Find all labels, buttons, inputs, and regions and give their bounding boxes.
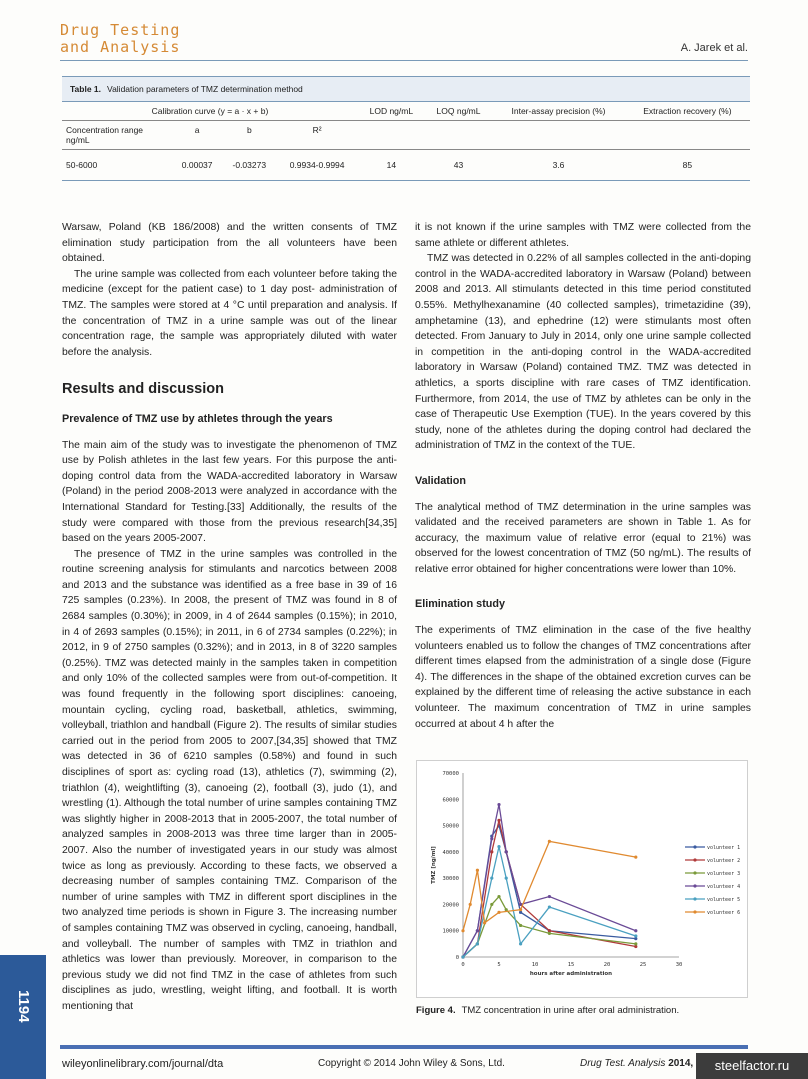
table-cell: 0.9934-0.9994 xyxy=(276,150,358,181)
data-point xyxy=(490,903,493,906)
y-tick-label: 30000 xyxy=(442,876,459,883)
data-point xyxy=(476,929,479,932)
x-tick-label: 10 xyxy=(531,962,539,968)
data-point xyxy=(519,924,522,927)
journal-title-line2: and Analysis xyxy=(60,38,181,56)
data-point xyxy=(519,908,522,911)
paragraph: TMZ was detected in 0.22% of all samples collected in the anti-doping control in the WADA-accredited laboratory in Warsaw (Poland) between 2008 and 2013. All stimulants detected in this time period constituted 0.55%. Methylhexanamine (40 collected samples), trimetazidine (39), amphetamine (13), and ephedrine (12) were stimulants most often detected. From January to July in 2014, only one urine sample collected in competition in the anti-doping control in the WADA-accredited laboratory in Warsaw (Poland) contained TMZ. TMZ was detected in athletics, a sports discipline with rare cases of TMZ identification. Furthermore, from 2014, the use of TMZ by athletes can be only in the case of Therapeutic Use Exemption (TUE). In the years covered by this study, none of the athletes during the doping control had declared the administration of TMZ in the context of the TUE. xyxy=(415,253,751,452)
legend-marker xyxy=(693,910,696,913)
table-grid xyxy=(62,102,750,181)
table-caption xyxy=(62,76,750,102)
table-col-header: Extraction recovery (%) xyxy=(625,102,750,121)
tmz-concentration-chart xyxy=(417,761,749,999)
watermark: steelfactor.ru xyxy=(696,1053,808,1079)
x-tick-label: 5 xyxy=(497,962,501,968)
figure-label: Figure 4. xyxy=(416,1005,456,1016)
data-point xyxy=(548,895,551,898)
header-rule xyxy=(60,60,748,61)
paragraph: The presence of TMZ in the urine samples was controlled in the routine screening analysis for stimulants and narcotics between 2008 and 2013 and the substance was identified as a free base in 39 of 16 725 samples (0.23%). In 2008, the present of TMZ was found in 8 of 2684 samples (0.30%); in 2009, in 4 of 2644 samples (0.15%); in 2010, in 4 of 2693 samples (0.15%); in 2011, in 6 of 2734 samples (0.22%); in 2012, in 9 of 2750 samples (0.32%); and in 2013, in 8 of 3220 samples (0.25%). TMZ was detected mainly in the samples taken in competition and only 10% of the collected samples were from out-of-competition. It was found frequently in the following sport disciplines: canoeing, mountain cycling, cycling road, basketball, athletics, swimming, volleyball, triathlon and handball (Figure 2). The results of similar studies carried out in the period from 2005 to 2007,[34,35] showed that TMZ was detected in 36 of 6210 samples (0.58%) and found in such disciplines of sport as: cycling road (13), athletics (7), swimming (2), triathlon (4), weightlifting (3), canoeing (2), football (3), judo (1), and wrestling (1). Although the total number of urine samples containing TMZ was slightly higher in 2008-2013 that in 2005-2007, the total number of analyzed samples in 2008-2013 was three time larger than in 2005-2007. Also the number of investigated years in our study was almost twice as long as previously. According to these facts, we observed a decreasing number of samples containing TMZ. Comparison of the number of urine samples with TMZ in different sport disciplines in the two analyzed time periods is shown in Figure 3. The increasing number of samples containing TMZ was observed in cycling, canoeing, handball, and volleyball. The number of samples with TMZ in triathlon and athletics was lower than previously. Moreover, in comparison to the previous study we did not find TMZ in the case of athletes from such disciplines as judo, wrestling, weight lifting, and football. It is worth mentioning that xyxy=(62,548,397,1012)
legend-marker xyxy=(693,871,696,874)
y-tick-label: 40000 xyxy=(442,849,459,856)
table-sub-header: a xyxy=(172,121,222,150)
table-cell: 50-6000 xyxy=(62,150,172,181)
x-tick-label: 25 xyxy=(639,962,647,968)
data-point xyxy=(497,845,500,848)
table-cell: 0.00037 xyxy=(172,150,222,181)
data-point xyxy=(476,869,479,872)
data-point xyxy=(490,877,493,880)
y-tick-label: 50000 xyxy=(442,823,459,830)
paragraph: it is not known if the urine samples with TMZ were collected from the same athlete or different athletes. xyxy=(415,222,751,249)
data-point xyxy=(634,934,637,937)
table-label: Table 1. xyxy=(70,84,102,94)
subsection-heading-prevalence: Prevalence of TMZ use by athletes through the years xyxy=(62,412,333,425)
data-point xyxy=(476,942,479,945)
legend-label: volunteer 5 xyxy=(707,897,741,903)
paragraph: The urine sample was collected from each volunteer before taking the medicine (except for the patient case) to 1 day post- administration of TMZ. The samples were stored at 4 °C until preparation and analysis. If the concentration of TMZ in a urine sample was out of the linear concentration rage, the sample was appropriately diluted with water before the analysis. xyxy=(62,268,397,358)
legend-marker xyxy=(693,884,696,887)
journal-title xyxy=(60,22,180,56)
footer-journal-abbr: Drug Test. Analysis xyxy=(580,1058,666,1069)
data-point xyxy=(519,942,522,945)
x-tick-label: 20 xyxy=(603,962,611,968)
data-point xyxy=(461,929,464,932)
table-sub-header: R² xyxy=(276,121,358,150)
data-point xyxy=(548,840,551,843)
footer-citation xyxy=(580,1058,693,1069)
data-point xyxy=(469,903,472,906)
table-col-header: Inter-assay precision (%) xyxy=(492,102,625,121)
legend-label: volunteer 4 xyxy=(707,884,741,890)
y-tick-label: 70000 xyxy=(442,771,459,777)
paragraph: The analytical method of TMZ determination in the urine samples was validated and the received parameters are shown in Table 1. As for accuracy, the maximum value of relative error (equal to 21%) was observed for the lowest concentration of TMZ (50 ng/mL). The results of relative error obtained for higher concentrations were lower than 10%. xyxy=(415,501,751,575)
table-col-header: LOQ ng/mL xyxy=(425,102,492,121)
legend-marker xyxy=(693,858,696,861)
legend-label: volunteer 6 xyxy=(707,910,741,916)
table-sub-header: b xyxy=(222,121,276,150)
data-point xyxy=(490,850,493,853)
legend-label: volunteer 3 xyxy=(707,871,741,877)
table-group-header: Calibration curve (y = a · x + b) xyxy=(62,102,358,121)
right-column xyxy=(415,220,751,732)
table-cell: 3.6 xyxy=(492,150,625,181)
footer-url[interactable]: wileyonlinelibrary.com/journal/dta xyxy=(62,1058,224,1070)
table-subheader-row xyxy=(62,121,750,150)
left-column xyxy=(62,220,397,1015)
figure-caption-text: TMZ concentration in urine after oral administration. xyxy=(461,1005,680,1016)
y-axis-label: TMZ [ng/ml] xyxy=(431,846,437,884)
table-row xyxy=(62,150,750,181)
table-sub-header: Concentration range ng/mL xyxy=(62,121,172,150)
data-point xyxy=(497,803,500,806)
table-col-header: LOD ng/mL xyxy=(358,102,425,121)
data-point xyxy=(505,877,508,880)
data-point xyxy=(483,921,486,924)
data-point xyxy=(497,895,500,898)
x-tick-label: 15 xyxy=(567,962,575,968)
section-heading-results: Results and discussion xyxy=(62,381,224,398)
data-point xyxy=(497,911,500,914)
paragraph: The main aim of the study was to investigate the phenomenon of TMZ use by Polish athletes in the last few years. For this purpose the anti-doping control data from the WADA-accredited laboratory in Warsaw (Poland) in the period 2008-2013 were analyzed in accordance with the International Standard for Testing.[33] Additionally, the results of the study were compared with those from the previous research[34,35] based on the years 2005-2007. xyxy=(62,439,397,545)
y-tick-label: 20000 xyxy=(442,902,459,909)
legend-label: volunteer 1 xyxy=(707,845,741,851)
y-tick-label: 60000 xyxy=(442,797,459,804)
journal-title-line1: Drug Testing xyxy=(60,21,181,39)
data-point xyxy=(505,850,508,853)
y-tick-label: 0 xyxy=(455,955,459,961)
data-point xyxy=(634,929,637,932)
figure-caption xyxy=(416,1005,679,1016)
running-author: A. Jarek et al. xyxy=(680,42,748,54)
table-cell: -0.03273 xyxy=(222,150,276,181)
data-point xyxy=(634,942,637,945)
legend-marker xyxy=(693,845,696,848)
data-point xyxy=(548,932,551,935)
table-cell: 14 xyxy=(358,150,425,181)
x-tick-label: 0 xyxy=(461,962,465,968)
footer-year: 2014, xyxy=(668,1058,694,1069)
footer-copyright: Copyright © 2014 John Wiley & Sons, Ltd. xyxy=(318,1058,505,1069)
data-point xyxy=(548,905,551,908)
footer-rule xyxy=(60,1045,748,1049)
subsection-heading-elimination: Elimination study xyxy=(415,598,505,611)
table-header-row xyxy=(62,102,750,121)
legend-label: volunteer 2 xyxy=(707,858,741,864)
data-point xyxy=(490,837,493,840)
subsection-heading-validation: Validation xyxy=(415,474,466,487)
figure-4 xyxy=(416,760,748,998)
data-point xyxy=(634,856,637,859)
paragraph: Warsaw, Poland (KB 186/2008) and the written consents of TMZ elimination study participation from the all volunteers have been obtained. xyxy=(62,222,397,265)
x-tick-label: 30 xyxy=(675,962,683,968)
table-cell: 85 xyxy=(625,150,750,181)
paragraph: The experiments of TMZ elimination in the case of the five healthy volunteers enabled us to follow the changes of TMZ concentrations after different times elapsed from the administration of a single dose (Figure 4). The differences in the shape of the obtained excretion curves can be explained by the different time of releasing the active substance in each volunteer. The maximum concentration of TMZ in urine samples occurred at about 4 h after the xyxy=(415,625,751,730)
page-number: 1194 xyxy=(15,990,32,1023)
data-point xyxy=(497,819,500,822)
x-axis-label: hours after administration xyxy=(529,971,613,977)
y-tick-label: 10000 xyxy=(442,928,459,935)
legend-marker xyxy=(693,897,696,900)
table-cell: 43 xyxy=(425,150,492,181)
table-1 xyxy=(62,76,750,181)
table-title: Validation parameters of TMZ determination method xyxy=(107,84,303,94)
data-point xyxy=(461,955,464,958)
